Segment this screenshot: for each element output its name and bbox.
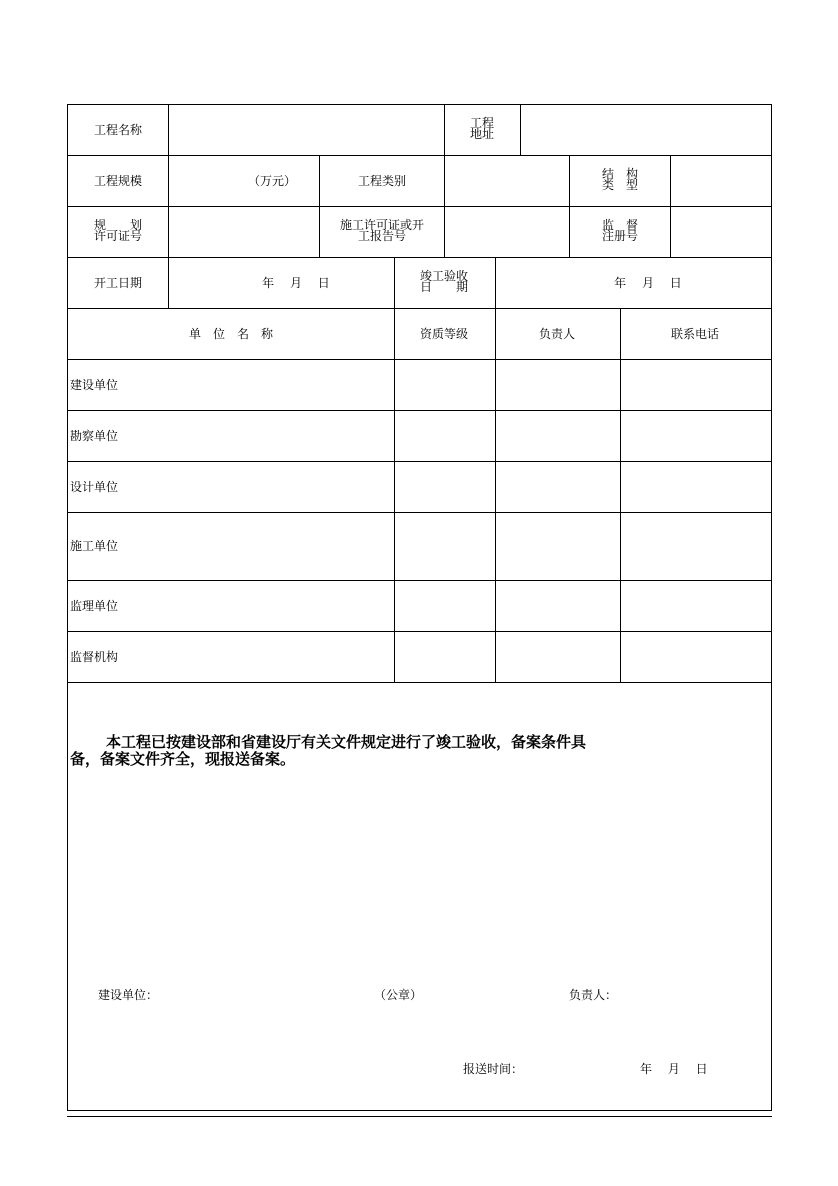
table-right-border — [771, 104, 772, 1111]
col-divider — [520, 104, 521, 156]
row-divider — [67, 512, 772, 513]
planning-permit-label: 规 划 许可证号 — [93, 218, 143, 243]
declaration-text — [70, 734, 670, 768]
row-divider — [67, 359, 772, 360]
table-left-border — [67, 104, 68, 1111]
row-divider — [67, 206, 772, 207]
col-divider — [394, 308, 395, 683]
responsible-person-label: 负责人： — [569, 988, 618, 1002]
row-divider — [67, 155, 772, 156]
unit-row-label: 建设单位 — [70, 378, 119, 392]
declaration-line: 本工程已按建设部和省建设厅有关文件规定进行了竣工验收，备案条件具 — [106, 733, 587, 751]
row-divider — [67, 308, 772, 309]
row-divider — [67, 631, 772, 632]
submit-time-label: 报送时间： — [463, 1062, 524, 1076]
col-divider — [168, 104, 169, 156]
col-divider — [495, 308, 496, 683]
col-divider — [444, 155, 445, 258]
declaration-line: 备，备案文件齐全，现报送备案。 — [70, 750, 296, 768]
col-divider — [620, 308, 621, 683]
unit-row-label: 监督机构 — [70, 650, 119, 664]
col-divider — [168, 155, 169, 258]
project-scale-unit: （万元） — [247, 174, 297, 188]
table-bottom-border — [67, 1110, 772, 1111]
row-divider — [67, 257, 772, 258]
unit-row-label: 设计单位 — [70, 480, 119, 494]
start-date-label: 开工日期 — [93, 276, 143, 290]
submit-date-value: 年 月 日 — [640, 1062, 708, 1076]
table-top-border — [67, 104, 772, 105]
completion-date-value: 年 月 日 — [614, 276, 682, 290]
project-address-label: 工程 地址 — [469, 116, 495, 141]
supervision-reg-label: 监 督 注册号 — [601, 218, 639, 243]
col-divider — [168, 257, 169, 309]
col-divider — [319, 155, 320, 258]
unit-name-header: 单 位 名 称 — [188, 327, 274, 341]
responsible-person-header: 负责人 — [538, 327, 576, 341]
unit-row-label: 施工单位 — [70, 539, 119, 553]
row-divider — [67, 580, 772, 581]
unit-row-label: 监理单位 — [70, 599, 119, 613]
project-name-label: 工程名称 — [93, 123, 143, 137]
start-date-value: 年 月 日 — [262, 276, 330, 290]
col-divider — [569, 155, 570, 258]
footer-rule — [67, 1116, 772, 1117]
official-seal-label: （公章） — [374, 988, 423, 1002]
col-divider — [444, 104, 445, 156]
unit-row-label: 勘察单位 — [70, 429, 119, 443]
structure-type-label: 结 构 类 型 — [601, 167, 639, 192]
construction-permit-label: 施工许可证或开 工报告号 — [339, 218, 425, 243]
project-category-label: 工程类别 — [357, 174, 407, 188]
row-divider — [67, 410, 772, 411]
row-divider — [67, 682, 772, 683]
qualification-header: 资质等级 — [419, 327, 469, 341]
project-scale-label: 工程规模 — [93, 174, 143, 188]
row-divider — [67, 461, 772, 462]
contact-phone-header: 联系电话 — [670, 327, 720, 341]
col-divider — [394, 257, 395, 309]
completion-date-label: 竣工验收 日 期 — [419, 269, 469, 294]
builder-signature-label: 建设单位： — [98, 988, 159, 1002]
col-divider — [670, 155, 671, 258]
col-divider — [495, 257, 496, 309]
